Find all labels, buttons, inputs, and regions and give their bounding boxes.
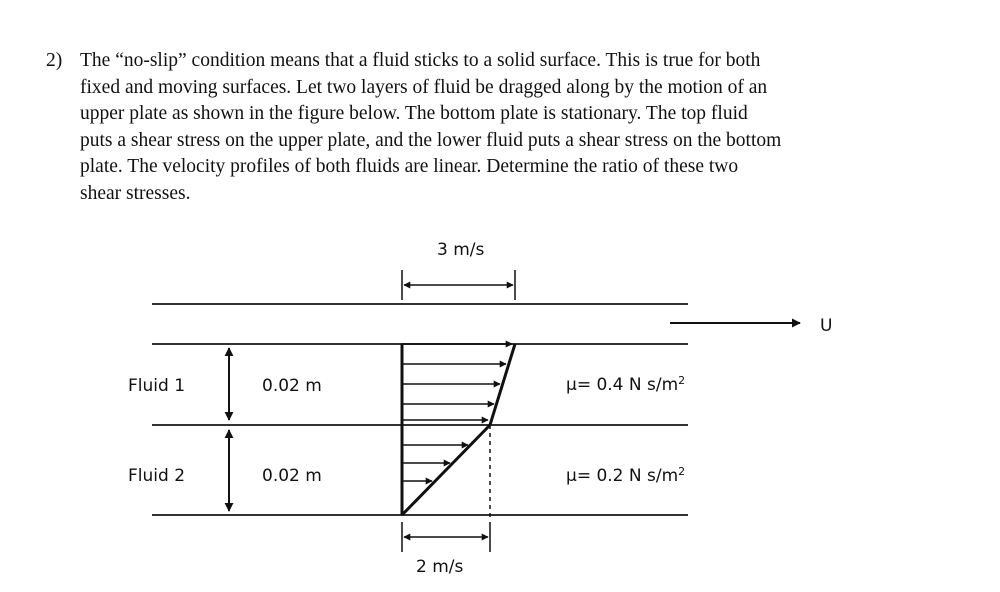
viscosity-text: μ= 0.4 N s/m — [566, 375, 679, 395]
problem-line: puts a shear stress on the upper plate, and the lower fluid puts a shear stress on the bottom — [80, 129, 782, 151]
viscosity-exponent: 2 — [678, 374, 686, 387]
problem-line: upper plate as shown in the figure below. The bottom plate is stationary. The top fluid — [80, 103, 748, 124]
fluid2-label: Fluid 2 — [128, 466, 186, 486]
problem-line: plate. The velocity profiles of both fluids are linear. Determine the ratio of these two — [80, 156, 739, 177]
fluid1-viscosity-label — [566, 374, 685, 395]
plate-velocity-label: U — [820, 316, 833, 336]
viscosity-exponent: 2 — [678, 465, 686, 478]
problem-line: The “no-slip” condition means that a fluid sticks to a solid surface. This is true for both — [80, 50, 761, 71]
fluid2-viscosity-label — [566, 465, 685, 486]
velocity-profile-line — [402, 344, 515, 515]
problem-line: shear stresses. — [80, 182, 191, 204]
top-velocity-label: 3 m/s — [437, 240, 485, 260]
fluid1-label: Fluid 1 — [128, 376, 186, 396]
fluid1-thickness-label: 0.02 m — [262, 376, 322, 396]
fluid2-thickness-label: 0.02 m — [262, 466, 322, 486]
interface-velocity-label: 2 m/s — [416, 557, 464, 577]
viscosity-text: μ= 0.2 N s/m — [566, 466, 679, 486]
problem-number: 2) — [46, 50, 63, 71]
problem-line: fixed and moving surfaces. Let two layers of fluid be dragged along by the motion of an — [80, 76, 768, 98]
